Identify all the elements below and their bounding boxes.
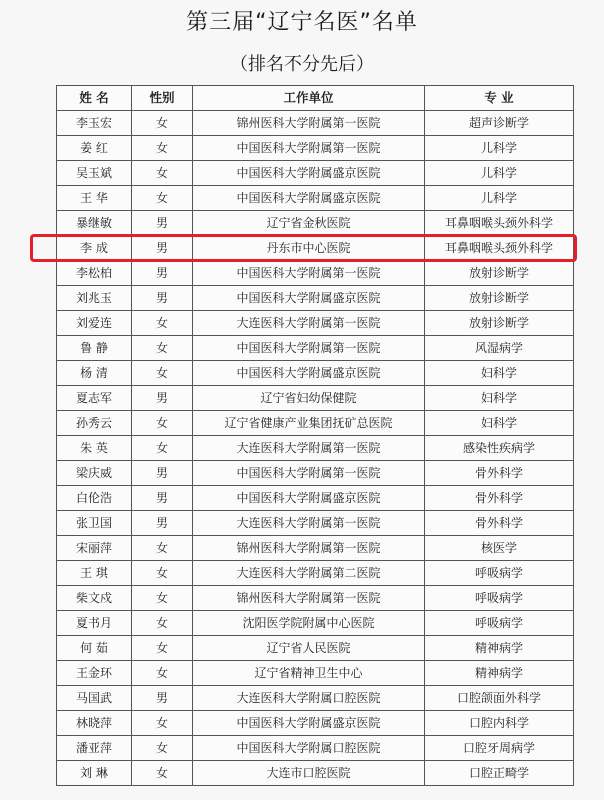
cell-name: 白伦浩 <box>57 486 132 511</box>
cell-specialty: 儿科学 <box>425 161 574 186</box>
cell-sex: 男 <box>132 386 193 411</box>
header-sex: 性别 <box>132 86 193 111</box>
cell-workplace: 中国医科大学附属盛京医院 <box>193 186 425 211</box>
cell-name: 柴文戍 <box>57 586 132 611</box>
cell-name: 宋丽萍 <box>57 536 132 561</box>
table-row <box>57 311 574 336</box>
cell-workplace: 大连医科大学附属第一医院 <box>193 511 425 536</box>
cell-name: 夏志军 <box>57 386 132 411</box>
cell-workplace: 中国医科大学附属盛京医院 <box>193 486 425 511</box>
table-row <box>57 136 574 161</box>
cell-sex: 女 <box>132 636 193 661</box>
table-row <box>57 461 574 486</box>
cell-name: 李玉宏 <box>57 111 132 136</box>
cell-sex: 女 <box>132 661 193 686</box>
cell-name: 杨 清 <box>57 361 132 386</box>
cell-workplace: 大连医科大学附属第一医院 <box>193 311 425 336</box>
cell-specialty: 妇科学 <box>425 386 574 411</box>
cell-name: 何 茹 <box>57 636 132 661</box>
cell-name: 潘亚萍 <box>57 736 132 761</box>
cell-workplace: 锦州医科大学附属第一医院 <box>193 586 425 611</box>
cell-sex: 女 <box>132 561 193 586</box>
cell-specialty: 妇科学 <box>425 411 574 436</box>
table-row <box>57 286 574 311</box>
page-subtitle: （排名不分先后） <box>230 54 374 75</box>
cell-specialty: 口腔颌面外科学 <box>425 686 574 711</box>
table-row <box>57 111 574 136</box>
cell-sex: 女 <box>132 361 193 386</box>
cell-sex: 女 <box>132 611 193 636</box>
cell-sex: 男 <box>132 486 193 511</box>
cell-sex: 男 <box>132 511 193 536</box>
cell-specialty: 放射诊断学 <box>425 311 574 336</box>
cell-specialty: 呼吸病学 <box>425 561 574 586</box>
cell-name: 李松柏 <box>57 261 132 286</box>
cell-name: 夏书月 <box>57 611 132 636</box>
cell-name: 刘兆玉 <box>57 286 132 311</box>
cell-name: 梁庆威 <box>57 461 132 486</box>
table-row <box>57 411 574 436</box>
cell-workplace: 中国医科大学附属盛京医院 <box>193 286 425 311</box>
cell-workplace: 中国医科大学附属第一医院 <box>193 461 425 486</box>
cell-sex: 男 <box>132 236 193 261</box>
cell-sex: 女 <box>132 136 193 161</box>
table-row <box>57 586 574 611</box>
cell-name: 刘 琳 <box>57 761 132 786</box>
table-row <box>57 211 574 236</box>
cell-workplace: 辽宁省精神卫生中心 <box>193 661 425 686</box>
cell-workplace: 中国医科大学附属第一医院 <box>193 136 425 161</box>
cell-specialty: 呼吸病学 <box>425 586 574 611</box>
cell-name: 朱 英 <box>57 436 132 461</box>
table-row <box>57 486 574 511</box>
cell-sex: 女 <box>132 111 193 136</box>
table-body <box>57 111 574 786</box>
cell-workplace: 锦州医科大学附属第一医院 <box>193 536 425 561</box>
header-name: 姓 名 <box>57 86 132 111</box>
cell-workplace: 中国医科大学附属第一医院 <box>193 336 425 361</box>
cell-sex: 女 <box>132 536 193 561</box>
table-row <box>57 536 574 561</box>
cell-sex: 女 <box>132 711 193 736</box>
table-row <box>57 336 574 361</box>
cell-specialty: 耳鼻咽喉头颈外科学 <box>425 236 574 261</box>
cell-sex: 男 <box>132 286 193 311</box>
cell-sex: 男 <box>132 686 193 711</box>
cell-name: 鲁 静 <box>57 336 132 361</box>
cell-specialty: 感染性疾病学 <box>425 436 574 461</box>
cell-name: 王金环 <box>57 661 132 686</box>
header-specialty: 专 业 <box>425 86 574 111</box>
cell-workplace: 中国医科大学附属盛京医院 <box>193 161 425 186</box>
cell-specialty: 骨外科学 <box>425 486 574 511</box>
cell-specialty: 儿科学 <box>425 136 574 161</box>
cell-name: 吴玉斌 <box>57 161 132 186</box>
cell-specialty: 骨外科学 <box>425 511 574 536</box>
cell-sex: 女 <box>132 761 193 786</box>
cell-workplace: 辽宁省健康产业集团抚矿总医院 <box>193 411 425 436</box>
cell-name: 王 琪 <box>57 561 132 586</box>
table-row <box>57 261 574 286</box>
cell-specialty: 骨外科学 <box>425 461 574 486</box>
cell-sex: 女 <box>132 311 193 336</box>
cell-workplace: 中国医科大学附属盛京医院 <box>193 711 425 736</box>
cell-specialty: 耳鼻咽喉头颈外科学 <box>425 211 574 236</box>
table-row <box>57 736 574 761</box>
header-workplace: 工作单位 <box>193 86 425 111</box>
cell-workplace: 辽宁省人民医院 <box>193 636 425 661</box>
cell-sex: 男 <box>132 211 193 236</box>
cell-name: 马国武 <box>57 686 132 711</box>
cell-specialty: 儿科学 <box>425 186 574 211</box>
table-row <box>57 686 574 711</box>
cell-specialty: 呼吸病学 <box>425 611 574 636</box>
table-row <box>57 361 574 386</box>
cell-specialty: 核医学 <box>425 536 574 561</box>
table-row <box>57 511 574 536</box>
cell-name: 王 华 <box>57 186 132 211</box>
cell-name: 暴继敏 <box>57 211 132 236</box>
cell-workplace: 中国医科大学附属第一医院 <box>193 261 425 286</box>
cell-name: 张卫国 <box>57 511 132 536</box>
cell-workplace: 辽宁省金秋医院 <box>193 211 425 236</box>
table-row <box>57 186 574 211</box>
cell-workplace: 丹东市中心医院 <box>193 236 425 261</box>
table-row <box>57 161 574 186</box>
cell-specialty: 口腔正畸学 <box>425 761 574 786</box>
cell-name: 林晓萍 <box>57 711 132 736</box>
cell-specialty: 口腔内科学 <box>425 711 574 736</box>
cell-specialty: 超声诊断学 <box>425 111 574 136</box>
cell-workplace: 大连医科大学附属口腔医院 <box>193 686 425 711</box>
table-row <box>57 661 574 686</box>
page-title: 第三届“辽宁名医”名单 <box>186 10 418 35</box>
cell-sex: 女 <box>132 161 193 186</box>
cell-sex: 女 <box>132 736 193 761</box>
table-row <box>57 561 574 586</box>
cell-specialty: 放射诊断学 <box>425 286 574 311</box>
cell-name: 刘爱连 <box>57 311 132 336</box>
cell-workplace: 大连医科大学附属第二医院 <box>193 561 425 586</box>
table-header-row <box>57 86 574 111</box>
cell-workplace: 大连市口腔医院 <box>193 761 425 786</box>
cell-sex: 女 <box>132 436 193 461</box>
cell-name: 孙秀云 <box>57 411 132 436</box>
cell-workplace: 中国医科大学附属盛京医院 <box>193 361 425 386</box>
cell-specialty: 放射诊断学 <box>425 261 574 286</box>
cell-sex: 女 <box>132 411 193 436</box>
cell-workplace: 锦州医科大学附属第一医院 <box>193 111 425 136</box>
table-row <box>57 386 574 411</box>
cell-workplace: 大连医科大学附属第一医院 <box>193 436 425 461</box>
cell-specialty: 妇科学 <box>425 361 574 386</box>
cell-name: 姜 红 <box>57 136 132 161</box>
cell-specialty: 精神病学 <box>425 636 574 661</box>
table-row <box>57 711 574 736</box>
cell-name: 李 成 <box>57 236 132 261</box>
table-row <box>57 236 574 261</box>
cell-sex: 男 <box>132 261 193 286</box>
table-row <box>57 611 574 636</box>
cell-workplace: 辽宁省妇幼保健院 <box>193 386 425 411</box>
cell-sex: 男 <box>132 461 193 486</box>
cell-specialty: 精神病学 <box>425 661 574 686</box>
doctor-list-table <box>56 85 574 786</box>
cell-sex: 女 <box>132 336 193 361</box>
cell-sex: 女 <box>132 586 193 611</box>
table-row <box>57 636 574 661</box>
cell-specialty: 口腔牙周病学 <box>425 736 574 761</box>
cell-workplace: 中国医科大学附属口腔医院 <box>193 736 425 761</box>
cell-specialty: 风湿病学 <box>425 336 574 361</box>
cell-sex: 女 <box>132 186 193 211</box>
cell-workplace: 沈阳医学院附属中心医院 <box>193 611 425 636</box>
table-row <box>57 436 574 461</box>
table-row <box>57 761 574 786</box>
